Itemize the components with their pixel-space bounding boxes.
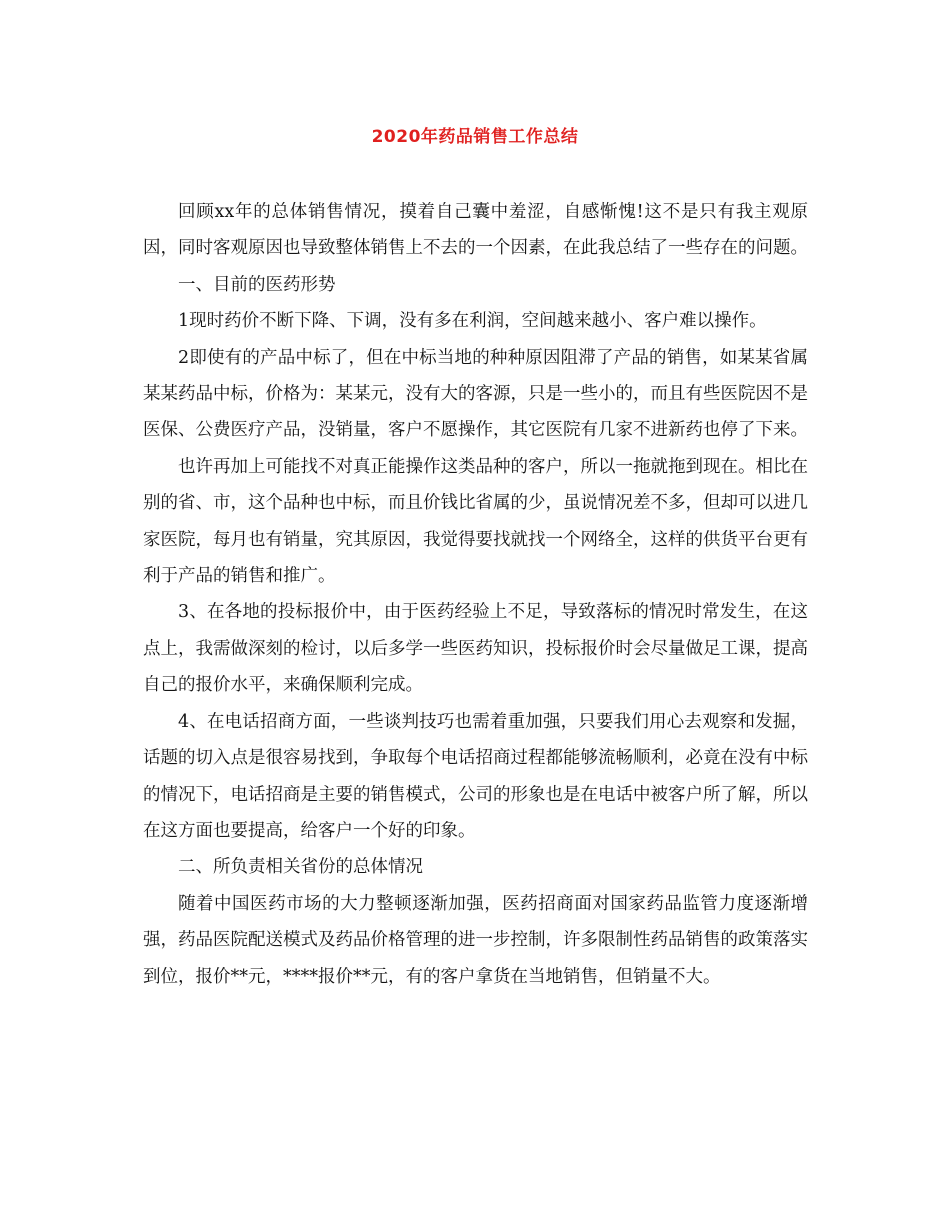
paragraph-intro: 回顾xx年的总体销售情况，摸着自己囊中羞涩，自感惭愧!这不是只有我主观原因，同时客观原因也导致整体销售上不去的一个因素，在此我总结了一些存在的问题。 [143,202,808,259]
paragraph-point-2: 2即使有的产品中标了，但在中标当地的种种原因阻滞了产品的销售，如某某省属某某药品中标，价格为：某某元，没有大的客源，只是一些小的，而且有些医院因不是医保、公费医疗产品，没销量，客户不愿操作，其它医院有几家不进新药也停了下来。 [143,347,808,441]
section-heading-1: 一、目前的医药形势 [178,274,336,295]
section-heading-2: 二、所负责相关省份的总体情况 [178,857,423,878]
document-body [143,194,808,995]
paragraph-point-1: 1现时药价不断下降、下调，没有多在利润，空间越来越小、客户难以操作。 [178,311,767,332]
paragraph-point-4: 4、在电话招商方面，一些谈判技巧也需着重加强，只要我们用心去观察和发掘，话题的切入点是很容易找到，争取每个电话招商过程都能够流畅顺利，必竟在没有中标的情况下，电话招商是主要的销售模式，公司的形象也是在电话中被客户所了解，所以在这方面也要提高，给客户一个好的印象。 [143,711,808,841]
paragraph-point-3: 3、在各地的投标报价中，由于医药经验上不足，导致落标的情况时常发生，在这点上，我需做深刻的检讨，以后多学一些医药知识，投标报价时会尽量做足工课，提高自己的报价水平，来确保顺利完成。 [143,602,808,696]
paragraph-point-2-continued: 也许再加上可能找不对真正能操作这类品种的客户，所以一拖就拖到现在。相比在别的省、市，这个品种也中标，而且价钱比省属的少，虽说情况差不多，但却可以进几家医院，每月也有销量，究其原因，我觉得要找就找一个网络全，这样的供货平台更有利于产品的销售和推广。 [143,456,808,587]
paragraph-province-overview: 随着中国医药市场的大力整顿逐渐加强，医药招商面对国家药品监管力度逐渐增强，药品医院配送模式及药品价格管理的进一步控制，许多限制性药品销售的政策落实到位，报价**元，****报价**元，有的客户拿货在当地销售，但销量不大。 [143,893,808,987]
document-title: 2020年药品销售工作总结 [371,127,579,147]
